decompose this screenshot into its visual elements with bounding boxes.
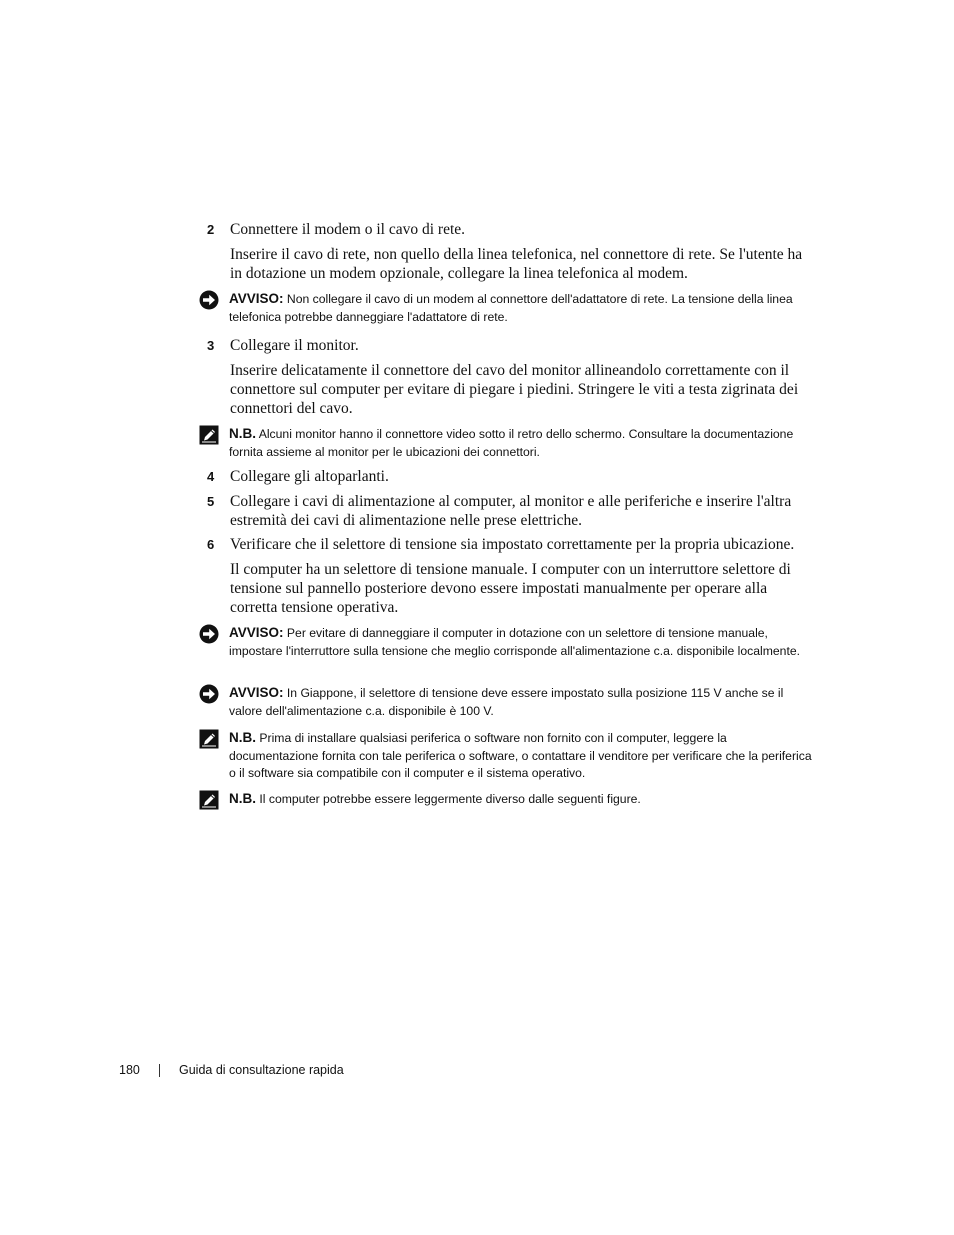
note-pencil-icon [199,425,219,445]
step-text: Collegare gli altoparlanti. [230,468,389,485]
page-number: 180 [119,1063,140,1077]
note-pencil-icon [199,729,219,749]
step-text: Verificare che il selettore di tensione sia impostato correttamente per la propria ubicazione. [230,536,795,553]
footer-divider [159,1064,160,1077]
step-number: 5 [207,494,215,509]
notice-label: AVVISO: [229,291,284,306]
notice-text: Per evitare di danneggiare il computer in dotazione con un selettore di tensione manuale, impostare l'interruttore sulla tensione che meglio corrisponde all'alimentazione c.a. disponibile localmente. [229,626,800,658]
step-text: Collegare il monitor. [230,337,359,354]
notice-arrow-icon [199,290,219,310]
step-3-paragraph: Inserire delicatamente il connettore del cavo del monitor allineandolo correttamente con il connettore sul computer per evitare di piegare i piedini. Stringere le viti a testa zigrinata dei connettori del cavo. [230,362,799,417]
note-body [229,425,814,461]
step-6-paragraph: Il computer ha un selettore di tensione manuale. I computer con un interruttore selettore di tensione sul pannello posteriore devono essere impostati manualmente per operare alla corretta tensione operativa. [230,561,791,616]
notice-arrow-icon [199,624,219,644]
notice-body [229,624,814,660]
notice-label: AVVISO: [229,625,284,640]
notice-label: AVVISO: [229,685,284,700]
step-number: 6 [207,537,215,552]
step-text: Collegare i cavi di alimentazione al computer, al monitor e alle periferiche e inserire l'altra estremità dei cavi di alimentazione nelle prese elettriche. [230,493,792,529]
step-text: Connettere il modem o il cavo di rete. [230,221,466,238]
notice-body [229,684,814,720]
note-pencil-icon [199,790,219,810]
note-text: Il computer potrebbe essere leggermente diverso dalle seguenti figure. [259,792,641,806]
step-2-paragraph: Inserire il cavo di rete, non quello della linea telefonica, nel connettore di rete. Se l'utente ha in dotazione un modem opzionale, collegare la linea telefonica al modem. [230,246,803,282]
step-number: 3 [207,338,215,353]
notice-body [229,290,814,326]
note-body [229,729,814,783]
step-number: 2 [207,222,215,237]
notice-text: In Giappone, il selettore di tensione deve essere impostato sulla posizione 115 V anche se il valore dell'alimentazione c.a. disponibile è 100 V. [229,686,784,718]
footer-title: Guida di consultazione rapida [179,1063,344,1077]
notice-text: Non collegare il cavo di un modem al connettore dell'adattatore di rete. La tensione della linea telefonica potrebbe danneggiare l'adattatore di rete. [229,292,793,324]
note-label: N.B. [229,730,256,745]
step-number: 4 [207,469,215,484]
notice-arrow-icon [199,684,219,704]
note-text: Prima di installare qualsiasi periferica o software non fornito con il computer, leggere la documentazione fornita con tale periferica o software, o contattare il venditore per verificare che la periferica o il software sia compatibile con il computer e il sistema operativo. [229,731,812,780]
note-label: N.B. [229,426,256,441]
note-text: Alcuni monitor hanno il connettore video sotto il retro dello schermo. Consultare la documentazione fornita assieme al monitor per le ubicazioni dei connettori. [229,427,794,459]
note-label: N.B. [229,791,256,806]
note-body [229,790,814,809]
